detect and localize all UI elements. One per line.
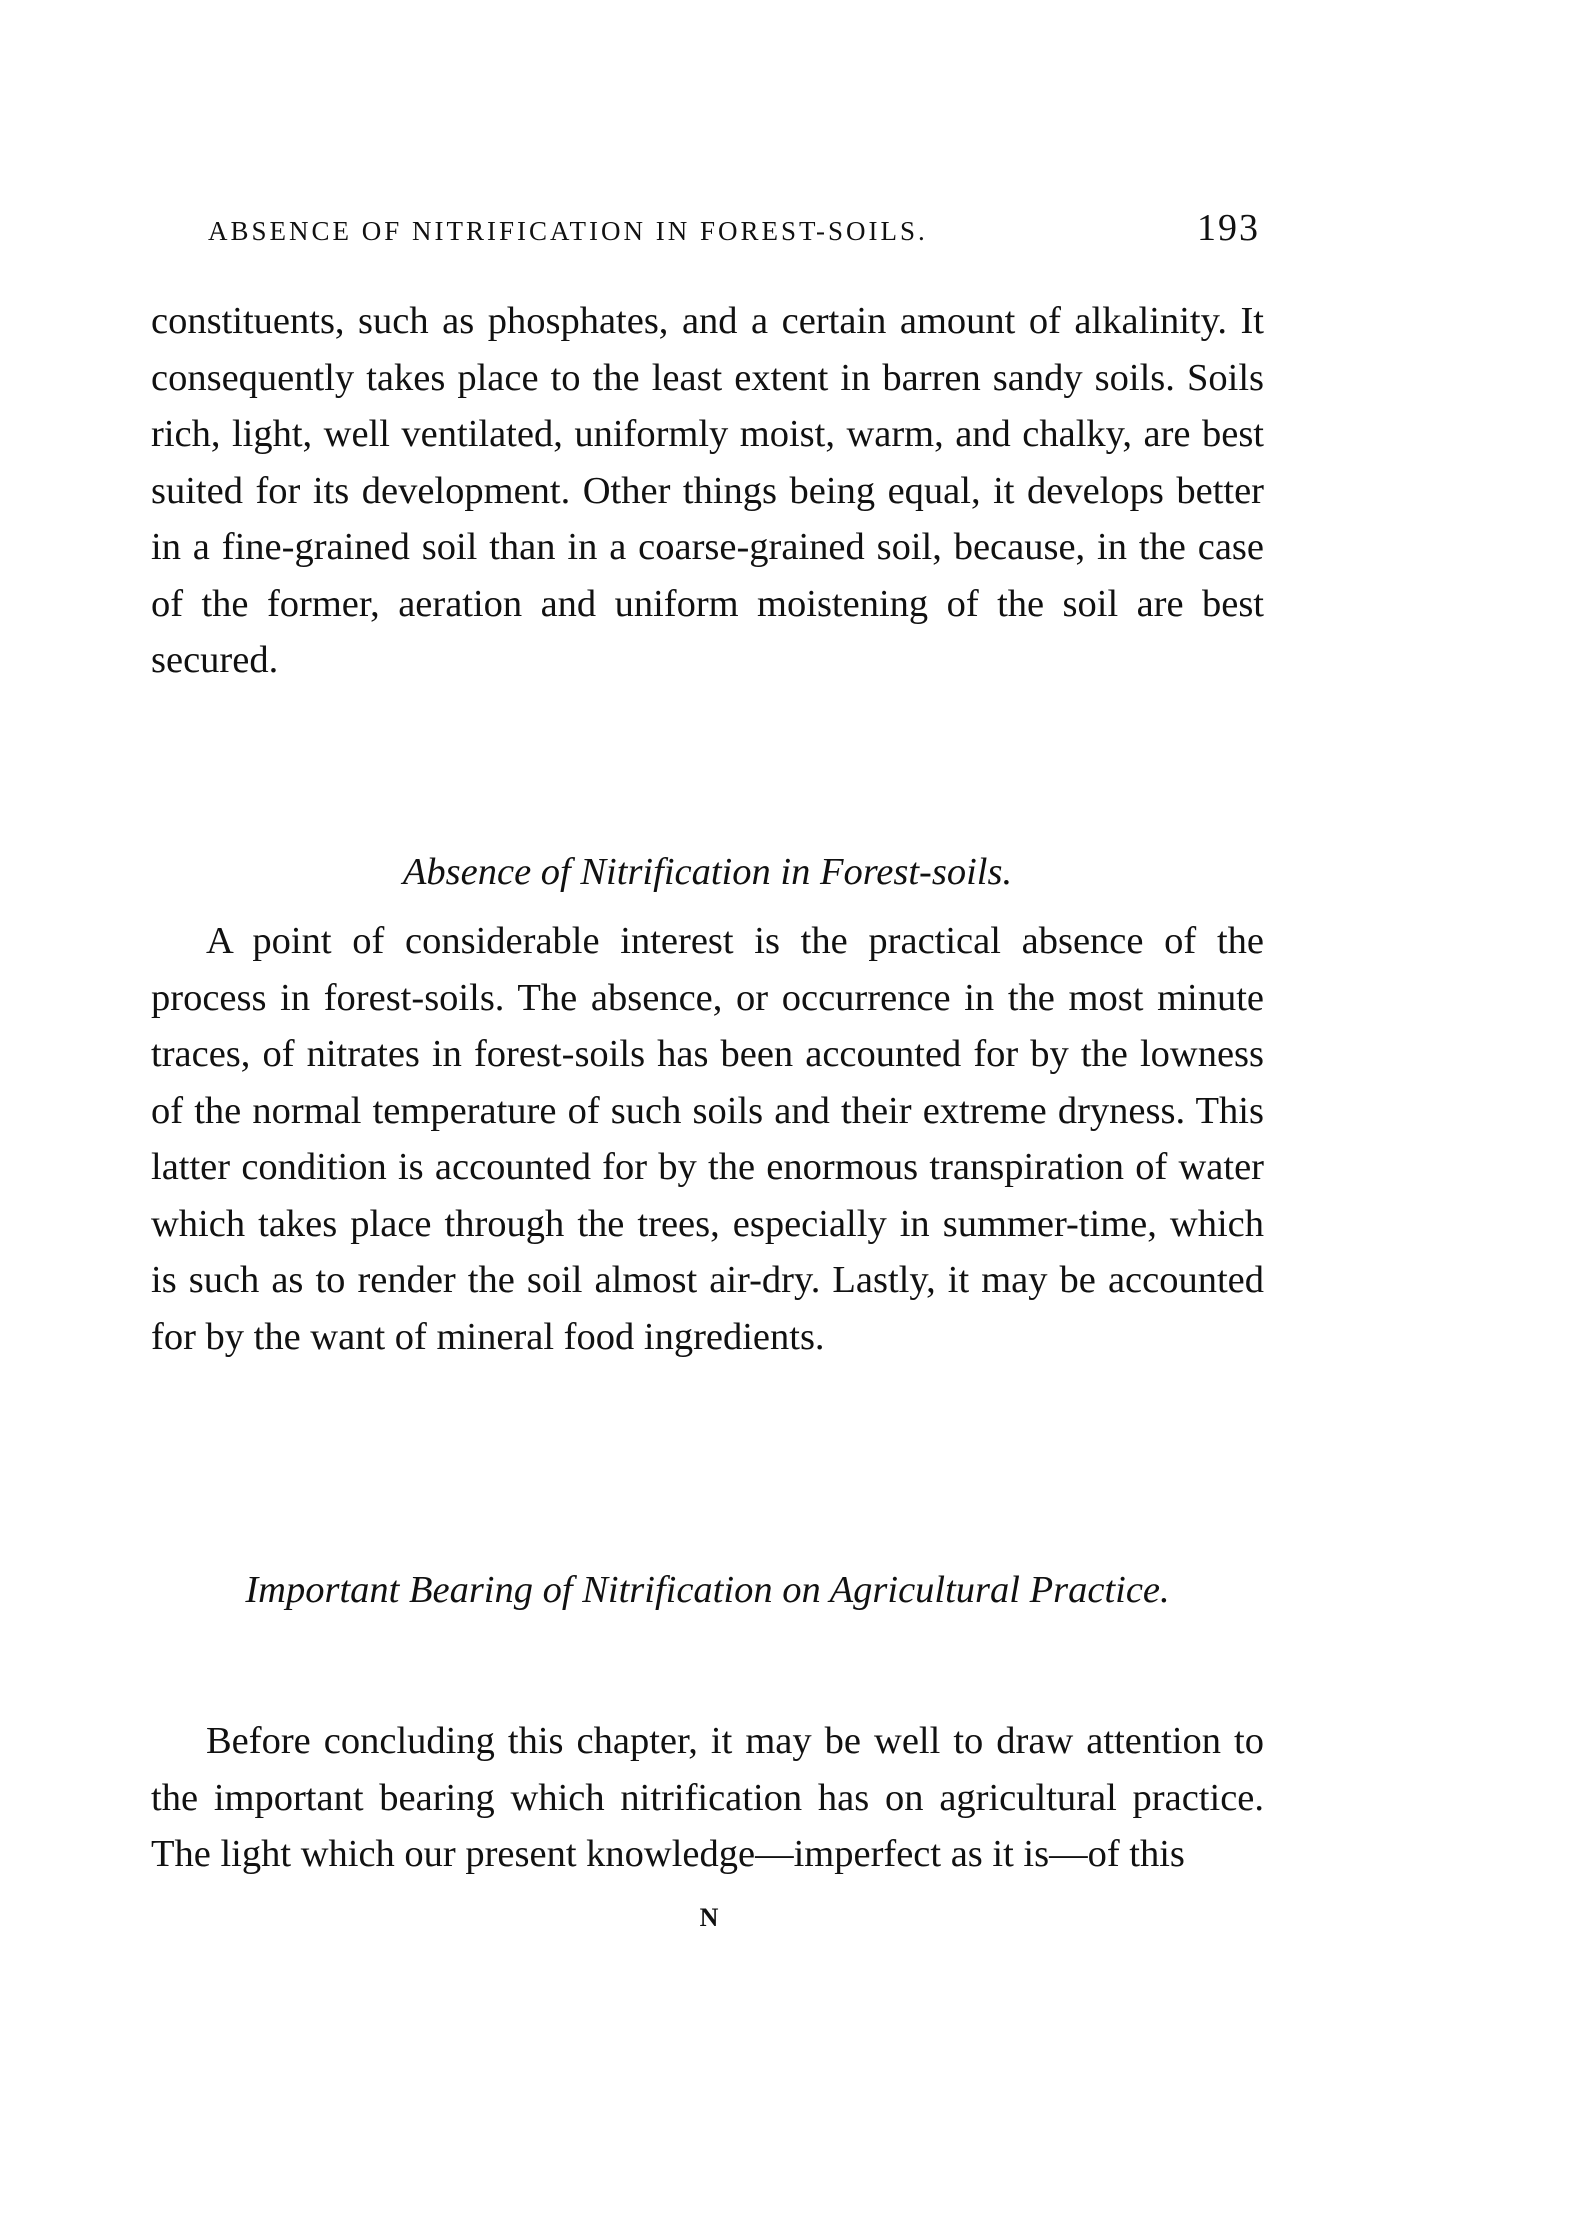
signature-mark: N <box>699 1903 721 1932</box>
paragraph-continued: constituents, such as phosphates, and a certain amount of alkalinity. It consequently takes place to the least extent in barren sandy soils. Soils rich, light, well ventilated, uniformly moist, warm, and chalky, are best suited for its development. Other things being equal, it develops better in a fine-grained soil than in a coarse-grained soil, because, in the case of the former, aeration and uniform moistening of the soil are best secured. <box>151 300 1264 681</box>
section-heading-agricultural-practice: Important Bearing of Nitrification on Agricultural Practice. <box>245 1569 1170 1611</box>
paragraph-agricultural-practice: Before concluding this chapter, it may be well to draw attention to the important bearing which nitrification has on agricultural practice. The light which our present knowledge—imperfect as it is—of this <box>151 1720 1264 1875</box>
body-text-block-2 <box>151 913 1264 1365</box>
running-head: ABSENCE OF NITRIFICATION IN FOREST-SOILS. <box>208 216 928 246</box>
page-number: 193 <box>1197 207 1260 249</box>
section-heading-forest-soils: Absence of Nitrification in Forest-soils. <box>402 851 1013 893</box>
body-text-block-3 <box>151 1713 1264 1883</box>
paragraph-forest-soils: A point of considerable interest is the practical absence of the process in forest-soils. The absence, or occurrence in the most minute traces, of nitrates in forest-soils has been accounted for by the lowness of the normal temperature of such soils and their extreme dryness. This latter condition is accounted for by the enormous transpiration of water which takes place through the trees, especially in summer-time, which is such as to render the soil almost air-dry. Lastly, it may be accounted for by the want of mineral food ingredients. <box>151 920 1264 1358</box>
page-header <box>208 206 1260 254</box>
body-text-block-1 <box>151 293 1264 689</box>
